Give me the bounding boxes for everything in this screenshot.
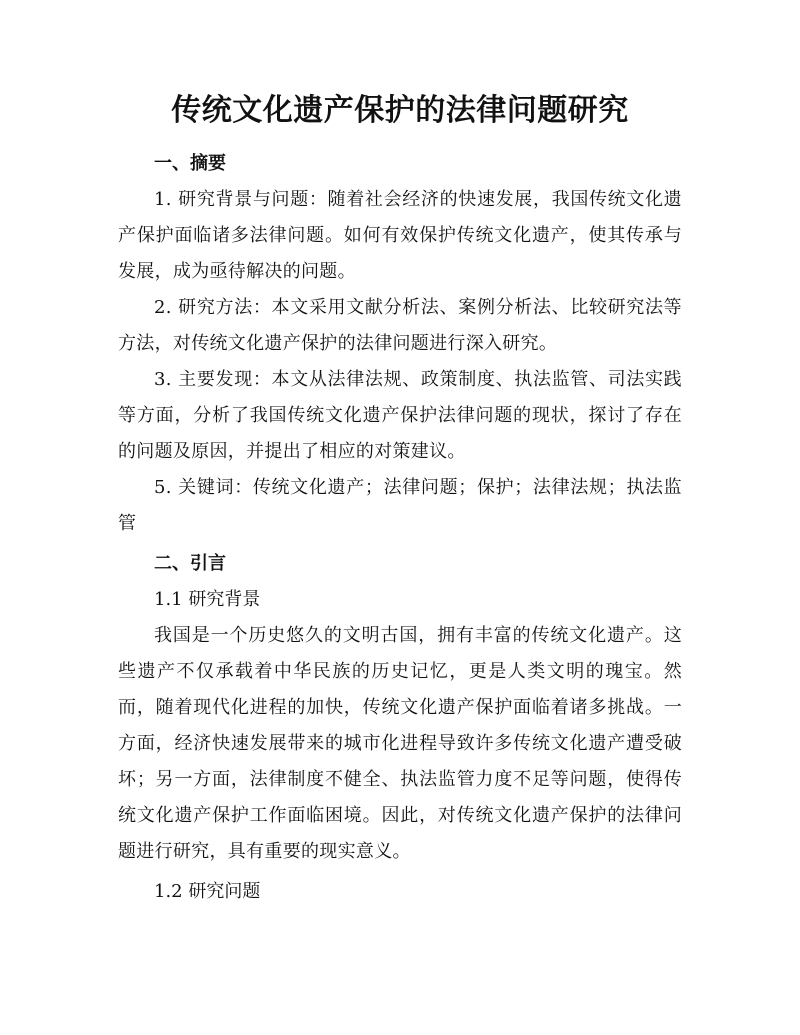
section-heading-introduction: 二、引言 <box>154 553 226 574</box>
abstract-item-keywords: 5. 关键词：传统文化遗产；法律问题；保护；法律法规；执法监管 <box>118 477 682 534</box>
abstract-item-findings: 3. 主要发现：本文从法律法规、政策制度、执法监管、司法实践等方面，分析了我国传统文化遗产保护法律问题的现状，探讨了存在的问题及原因，并提出了相应的对策建议。 <box>118 369 682 462</box>
section-heading-abstract: 一、摘要 <box>154 153 226 174</box>
abstract-item-methods: 2. 研究方法：本文采用文献分析法、案例分析法、比较研究法等方法，对传统文化遗产保护的法律问题进行深入研究。 <box>118 297 682 354</box>
subsection-title-questions: 1.2 研究问题 <box>154 881 261 902</box>
abstract-item-background: 1. 研究背景与问题：随着社会经济的快速发展，我国传统文化遗产保护面临诸多法律问题。如何有效保护传统文化遗产，使其传承与发展，成为亟待解决的问题。 <box>118 189 682 282</box>
document-page <box>118 88 682 910</box>
subsection-title-background: 1.1 研究背景 <box>154 589 261 610</box>
document-title: 传统文化遗产保护的法律问题研究 <box>171 93 629 128</box>
subsection-body-background: 我国是一个历史悠久的文明古国，拥有丰富的传统文化遗产。这些遗产不仅承载着中华民族的历史记忆，更是人类文明的瑰宝。然而，随着现代化进程的加快，传统文化遗产保护面临着诸多挑战。一方面，经济快速发展带来的城市化进程导致许多传统文化遗产遭受破坏；另一方面，法律制度不健全、执法监管力度不足等问题，使得传统文化遗产保护工作面临困境。因此，对传统文化遗产保护的法律问题进行研究，具有重要的现实意义。 <box>118 625 682 862</box>
